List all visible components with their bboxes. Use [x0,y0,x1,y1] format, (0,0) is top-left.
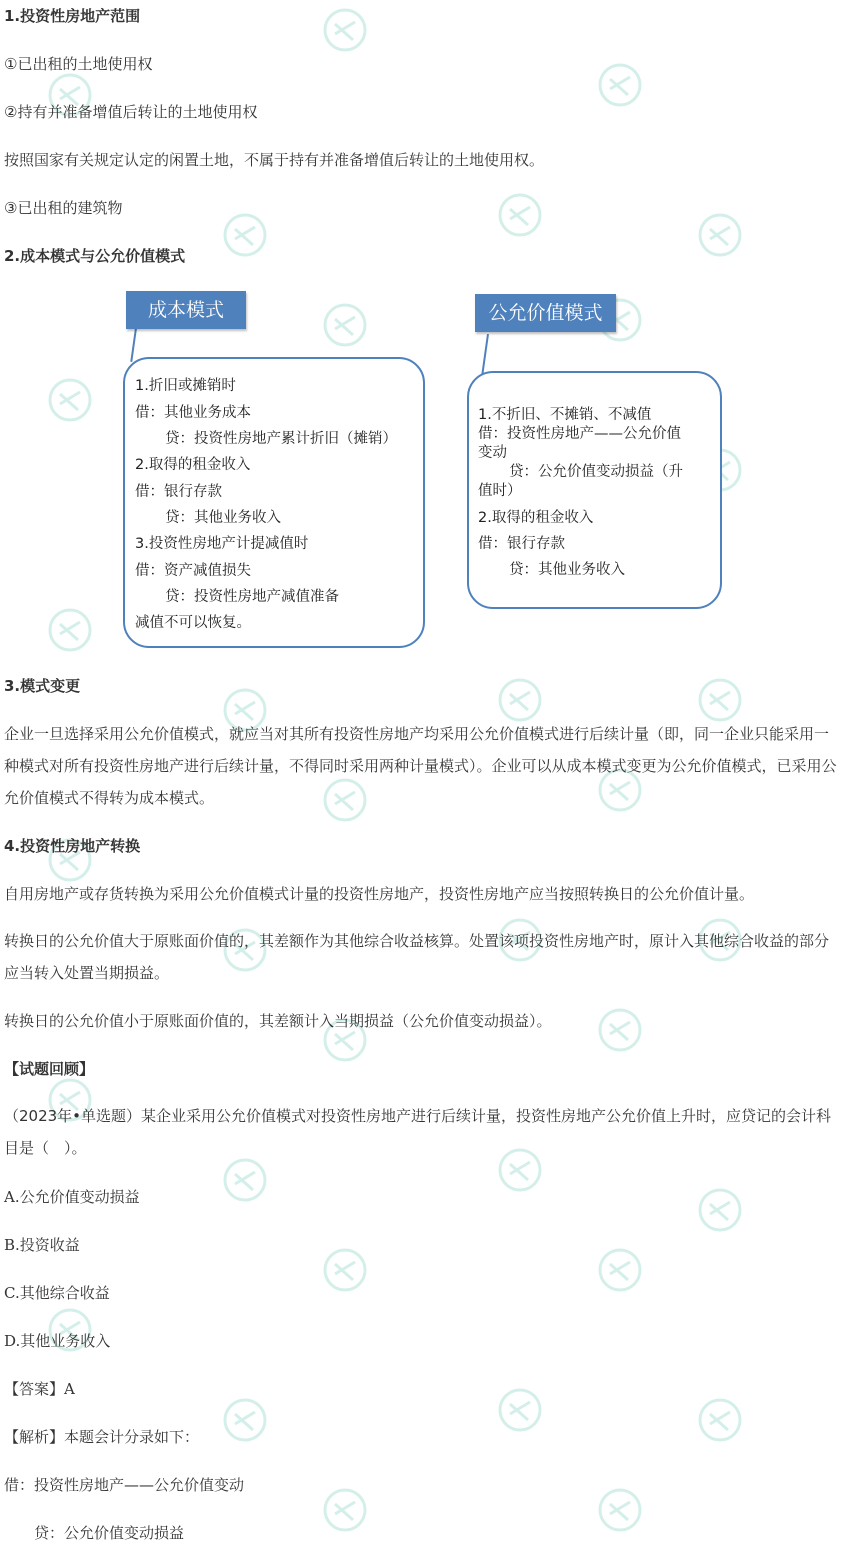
cost-model-box [123,357,425,648]
conversion-paragraph-3: 转换日的公允价值小于原账面价值的，其差额计入当期损益（公允价值变动损益）。 [4,1012,552,1030]
watermark-mark-37 [610,1502,630,1520]
watermark-mark-30 [335,1262,355,1280]
section-1-title: 1.投资性房地产范围 [4,7,141,25]
option-a: A.公允价值变动损益 [4,1188,140,1206]
watermark-logo-35 [700,1400,740,1440]
watermark-mark-5 [710,227,730,245]
watermark-mark-17 [710,692,730,710]
conversion-paragraph-2: 转换日的公允价值大于原账面价值的，其差额作为其他综合收益核算。处置该项投资性房地产时，原计入其他综合收益的部分应当转入处置当期损益。 [4,932,830,982]
section-2-title: 2.成本模式与公允价值模式 [4,247,186,265]
cost-line-1: 1.折旧或摊销时 [135,378,236,394]
review-heading: 【试题回顾】 [4,1060,95,1078]
fair-value-model-box [467,371,722,609]
fair-line-8: 贷：其他业务收入 [509,562,625,578]
section-4-title: 4.投资性房地产转换 [4,837,141,855]
fair-line-6: 2.取得的租金收入 [478,510,594,526]
watermark-mark-35 [710,1412,730,1430]
watermark-mark-27 [235,1172,255,1190]
cost-line-5: 借：银行存款 [135,484,222,500]
watermark-mark-3 [235,227,255,245]
watermark-mark-6 [335,317,355,335]
fair-line-2: 借：投资性房地产——公允价值 [478,426,681,442]
watermark-mark-33 [235,1412,255,1430]
cost-model-connector [130,328,137,362]
mode-change-paragraph: 企业一旦选择采用公允价值模式，就应当对其所有投资性房地产均采用公允价值模式进行后续计量（即，同一企业只能采用一种模式对所有投资性房地产进行后续计量，不得同时采用两种计量模式）。企业可以从成本模式变更为公允价值模式，已采用公允价值模式不得转为成本模式。 [4,725,837,807]
option-d: D.其他业务收入 [4,1332,111,1350]
fair-model-connector [481,334,489,374]
cost-line-8: 借：资产减值损失 [135,563,251,579]
watermark-logo-37 [600,1490,640,1530]
watermark-logo-2 [600,65,640,105]
watermark-mark-2 [610,77,630,95]
cost-line-4: 2.取得的租金收入 [135,457,251,473]
fair-line-5: 值时） [478,483,522,499]
option-b: B.投资收益 [4,1236,80,1254]
watermark-logo-25 [600,1010,640,1050]
watermark-logo-6 [325,305,365,345]
watermark-logo-31 [600,1250,640,1290]
option-c: C.其他综合收益 [4,1284,110,1302]
watermark-mark-28 [510,1162,530,1180]
fair-line-4: 贷：公允价值变动损益（升 [509,464,683,480]
watermark-logo-27 [225,1160,265,1200]
scope-note: 按照国家有关规定认定的闲置土地，不属于持有并准备增值后转让的土地使用权。 [4,151,545,169]
cost-line-2: 借：其他业务成本 [135,405,251,421]
scope-item-2: ②持有并准备增值后转让的土地使用权 [4,103,258,121]
watermark-mark-29 [710,1202,730,1220]
watermark-logo-3 [225,215,265,255]
watermark-logo-30 [325,1250,365,1290]
watermark-logo-33 [225,1400,265,1440]
watermark-mark-31 [610,1262,630,1280]
answer: 【答案】A [4,1380,75,1398]
cost-line-3: 贷：投资性房地产累计折旧（摊销） [165,431,397,447]
analysis-heading: 【解析】本题会计分录如下： [4,1428,200,1446]
watermark-mark-1 [335,22,355,40]
cost-line-6: 贷：其他业务收入 [165,510,281,526]
watermark-logo-1 [325,10,365,50]
watermark-mark-24 [335,1032,355,1050]
watermark-mark-34 [510,1402,530,1420]
watermark-mark-25 [610,1022,630,1040]
fair-value-model-label: 公允价值模式 [475,294,616,332]
review-question: （2023年•单选题）某企业采用公允价值模式对投资性房地产进行后续计量，投资性房地产公允价值上升时，应贷记的会计科目是（ ）。 [4,1107,832,1157]
watermark-logo-17 [700,680,740,720]
cost-line-9: 贷：投资性房地产减值准备 [165,589,339,605]
conversion-paragraph-1: 自用房地产或存货转换为采用公允价值模式计量的投资性房地产，投资性房地产应当按照转换日的公允价值计量。 [4,885,755,903]
watermark-logo-36 [325,1490,365,1530]
watermark-logo-14 [50,610,90,650]
fair-line-3: 变动 [478,445,507,461]
cost-line-7: 3.投资性房地产计提减值时 [135,536,309,552]
watermark-logo-29 [700,1190,740,1230]
scope-item-1: ①已出租的土地使用权 [4,55,153,73]
watermark-logo-4 [500,195,540,235]
fair-line-7: 借：银行存款 [478,536,565,552]
section-3-title: 3.模式变更 [4,677,81,695]
watermark-mark-4 [510,207,530,225]
watermark-logo-5 [700,215,740,255]
journal-entry-debit: 借：投资性房地产——公允价值变动 [4,1476,245,1494]
watermark-logo-16 [500,680,540,720]
watermark-mark-16 [510,692,530,710]
fair-line-1: 1.不折旧、不摊销、不减值 [478,407,652,423]
watermark-mark-14 [60,622,80,640]
watermark-logo-34 [500,1390,540,1430]
watermark-mark-8 [60,392,80,410]
scope-item-3: ③已出租的建筑物 [4,199,123,217]
cost-model-label: 成本模式 [126,291,246,329]
watermark-mark-36 [335,1502,355,1520]
watermark-logo-8 [50,380,90,420]
cost-line-10: 减值不可以恢复。 [135,615,251,631]
journal-entry-credit: 贷：公允价值变动损益 [34,1524,185,1542]
